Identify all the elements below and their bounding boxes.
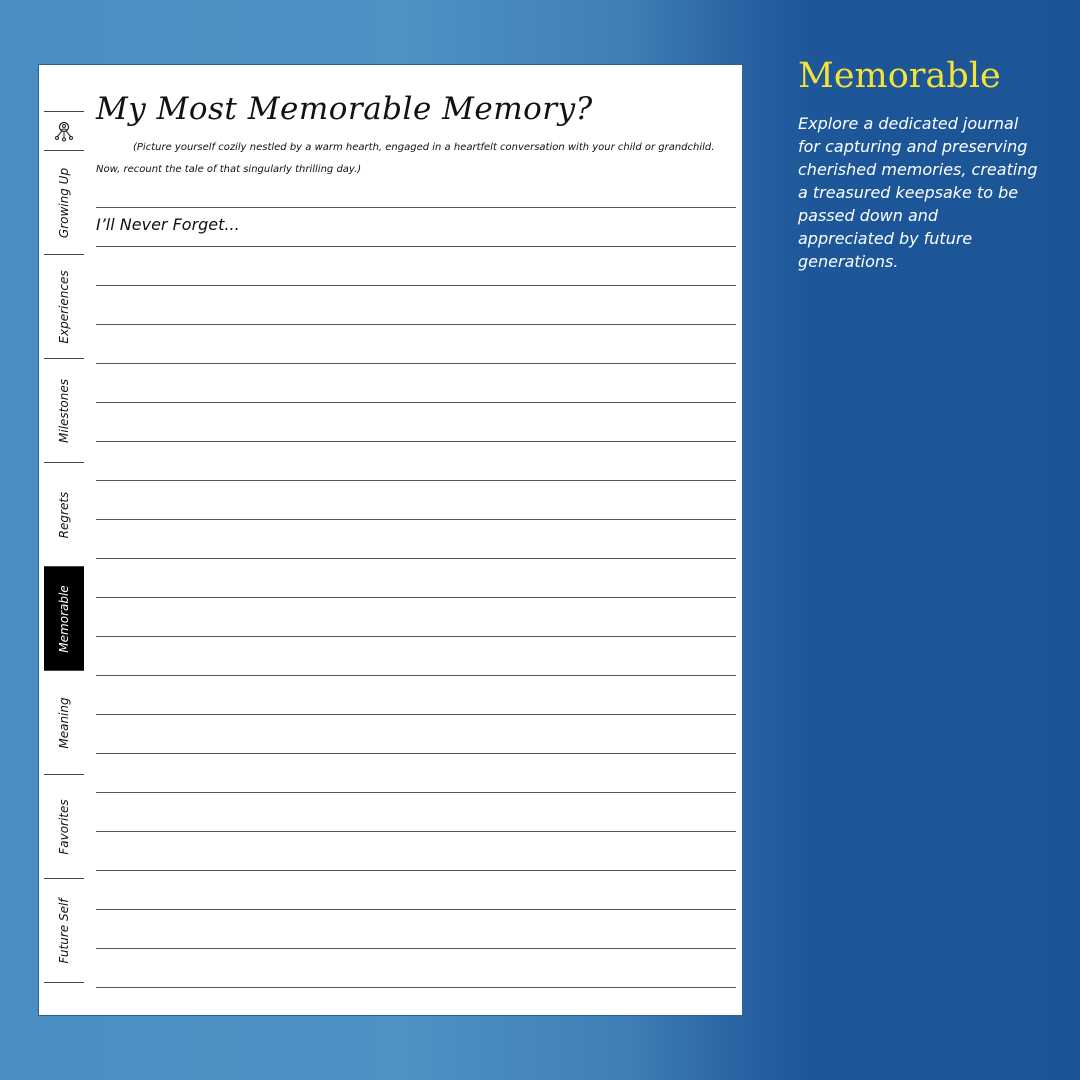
writing-line [96, 324, 736, 325]
tab-memorable[interactable] [44, 567, 84, 671]
writing-prompt: I’ll Never Forget... [96, 215, 240, 234]
writing-line [96, 792, 736, 793]
writing-line [96, 246, 736, 247]
page-subtitle-line2: Now, recount the tale of that singularly thrilling day.) [96, 164, 362, 175]
writing-line [96, 636, 736, 637]
writing-line [96, 207, 736, 208]
tab-label: Milestones [57, 378, 71, 443]
tab-label: Regrets [57, 491, 71, 538]
journal-page [38, 64, 743, 1016]
tab-experiences[interactable] [44, 255, 84, 359]
tab-meaning[interactable] [44, 671, 84, 775]
writing-line [96, 870, 736, 871]
writing-line [96, 519, 736, 520]
writing-line [96, 402, 736, 403]
section-tabs [44, 111, 84, 987]
tab-future-self[interactable] [44, 879, 84, 983]
writing-line [96, 753, 736, 754]
tab-regrets[interactable] [44, 463, 84, 567]
writing-line [96, 831, 736, 832]
writing-line [96, 558, 736, 559]
tab-label: Favorites [57, 798, 71, 855]
tab-growing-up[interactable] [44, 151, 84, 255]
tab-icon-cell[interactable] [44, 111, 84, 151]
tab-label: Memorable [57, 584, 71, 653]
page-title: My Most Memorable Memory? [96, 91, 593, 127]
tab-label: Meaning [57, 696, 71, 749]
people-network-icon [53, 120, 75, 142]
writing-line [96, 285, 736, 286]
writing-line [96, 948, 736, 949]
tab-label: Future Self [57, 897, 71, 964]
writing-line [96, 987, 736, 988]
writing-line [96, 363, 736, 364]
writing-line [96, 441, 736, 442]
tab-label: Growing Up [57, 167, 71, 238]
writing-line [96, 597, 736, 598]
page-subtitle-line1: (Picture yourself cozily nestled by a warm hearth, engaged in a heartfelt conversation with your child or grandchild. [133, 142, 715, 153]
writing-line [96, 480, 736, 481]
writing-line [96, 675, 736, 676]
tab-milestones[interactable] [44, 359, 84, 463]
writing-line [96, 714, 736, 715]
section-description: Explore a dedicated journal for capturing and preserving cherished memories, creating a treasured keepsake to be passed down and appreciated by future generations. [798, 114, 1038, 271]
tab-label: Experiences [57, 269, 71, 344]
section-heading: Memorable [798, 56, 1001, 96]
tab-favorites[interactable] [44, 775, 84, 879]
writing-line [96, 909, 736, 910]
